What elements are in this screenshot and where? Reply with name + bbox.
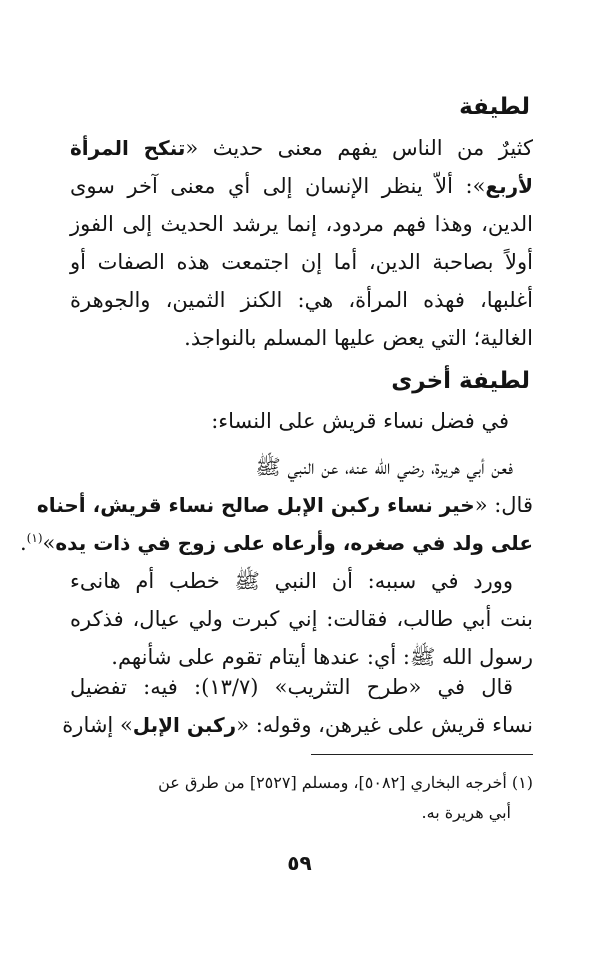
text-run: . — [19, 531, 27, 555]
text-run: » — [42, 531, 56, 555]
text-line — [70, 205, 533, 243]
section-heading-latifa-ukhra: لطيفة أخرى — [391, 368, 530, 394]
hadith-bold-text: تنكح المرأة — [70, 136, 186, 160]
text-run: » إشارة — [62, 713, 133, 737]
text-run: نساء قريش على غيرهن، وقوله: « — [236, 713, 533, 737]
hadith-bold-text: خير نساء ركبن الإبل صالح نساء قريش، أحناه — [36, 493, 475, 517]
text-run: قال في «طرح التثريب» (١٣/٧): فيه: تفضيل — [70, 675, 513, 699]
text-line — [70, 562, 533, 600]
text-line — [70, 448, 533, 486]
footnote-reference[interactable]: (١) — [26, 531, 43, 545]
text-line — [62, 706, 533, 744]
text-run: رسول الله ﷺ: أي: عندها أيتام تقوم على شأنهم. — [111, 645, 533, 669]
footnote-separator — [311, 754, 533, 755]
footnote-line: (١) أخرجه البخاري [٥٠٨٢]، ومسلم [٢٥٢٧] من طرق عن — [158, 773, 533, 792]
text-run: في فضل نساء قريش على النساء: — [211, 409, 509, 433]
text-run: فعن أبي هريرة، رضي الله عنه، عن النبي ﷺ — [255, 455, 513, 479]
paragraph-latifa — [70, 129, 533, 357]
text-run: قال: « — [474, 493, 533, 517]
text-run: الدين، وهذا فهم مردود، إنما يرشد الحديث إلى الفوز — [70, 212, 533, 236]
page-number: ٥٩ — [287, 851, 312, 875]
text-run: أولاً بصاحبة الدين، أما إن اجتمعت هذه الصفات أو — [70, 250, 533, 274]
text-run: بنت أبي طالب، فقالت: إني كبرت ولي عيال، فذكره — [70, 607, 533, 631]
text-run: »: ألاّ ينظر الإنسان إلى أي معنى آخر سوى — [70, 174, 486, 198]
paragraph-sharh — [62, 668, 533, 744]
footnote-line: أبي هريرة به. — [421, 803, 511, 822]
text-line — [70, 600, 533, 638]
text-run: الغالية؛ التي يعض عليها المسلم بالنواجذ. — [184, 326, 533, 350]
text-line — [19, 524, 533, 562]
text-line — [36, 486, 533, 524]
section-heading-latifa: لطيفة — [459, 94, 530, 120]
text-line — [70, 243, 533, 281]
text-run: كثيرٌ من الناس يفهم معنى حديث « — [185, 136, 534, 160]
hadith-bold-text: ركبن الإبل — [132, 713, 237, 737]
text-line — [70, 167, 533, 205]
intro-line — [70, 402, 509, 440]
text-line — [70, 319, 533, 357]
hadith-bold-text: لأربع — [485, 174, 533, 198]
hadith-bold-text: على ولد في صغره، وأرعاه على زوج في ذات يده — [55, 531, 533, 555]
text-run: أغلبها، فهذه المرأة، هي: الكنز الثمين، والجوهرة — [70, 288, 533, 312]
text-run: وورد في سببه: أن النبي ﷺ خطب أم هانىء — [70, 569, 513, 593]
footnote — [66, 768, 533, 828]
text-line — [70, 281, 533, 319]
paragraph-hadith — [19, 448, 533, 562]
text-line — [70, 129, 533, 167]
paragraph-story — [70, 562, 533, 676]
text-line — [70, 668, 533, 706]
